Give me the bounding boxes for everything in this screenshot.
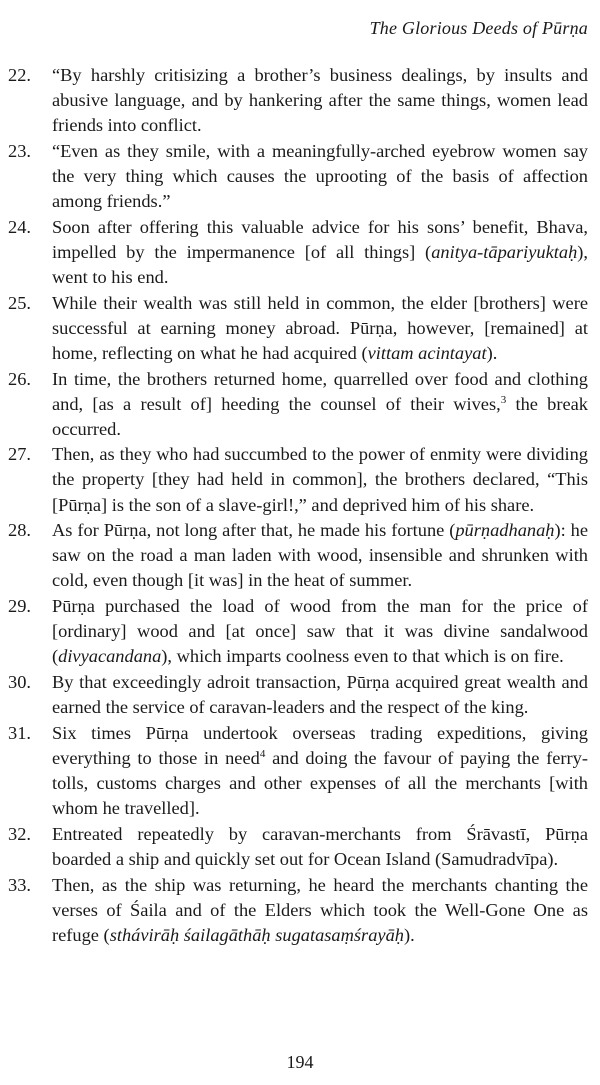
verse-text-segment: Then, as the ship was returning, he heard the merchants chanting the verses of Śaila and of the Elders which took the Well-Gone One as refuge (: [52, 874, 588, 945]
verse-text: [52, 65, 588, 135]
verse-text-segment: Pūrṇa purchased the load of wood from the man for the price of [ordinary] wood and [at once] saw that it was divine sandalwood (: [52, 596, 588, 667]
page-number: 194: [286, 1052, 314, 1072]
sanskrit-term: pūrṇadhanaḥ: [455, 520, 555, 541]
verse-number: 33.: [8, 874, 31, 895]
footnote-marker: 3: [500, 393, 507, 406]
verse-item: [8, 721, 588, 821]
verse-text: [52, 141, 588, 211]
verse-item: [8, 63, 588, 138]
verse-text-segment: Soon after offering this valuable advice for his sons’ benefit, Bhava, impelled by the impermanence [of all things] (: [52, 216, 588, 262]
verse-text-segment: and doing the favour of paying the ferry-tolls, customs charges and other expenses of all the merchants [with whom he travelled].: [52, 747, 588, 819]
verse-text: [52, 723, 588, 818]
sanskrit-term: divyacandana: [58, 646, 162, 667]
verse-text-segment: Six times Pūrṇa undertook overseas trading expeditions, giving everything to those in need: [52, 722, 588, 768]
running-title: The Glorious Deeds of Pūrṇa: [369, 18, 588, 38]
verse-item: [8, 139, 588, 214]
verse-text-segment: “Even as they smile, with a meaningfully-arched eyebrow women say the very thing which causes the uprooting of the basis of affection among friends.”: [52, 140, 588, 212]
verse-text-segment: ).: [486, 342, 498, 363]
verse-text: [52, 444, 588, 514]
verse-number: 32.: [8, 823, 31, 844]
verse-text-segment: the break occurred.: [52, 393, 588, 439]
verse-text-segment: ): he saw on the road a man laden with wood, insensible and shrunken with cold, even though [it was] in the heat of summer.: [52, 520, 588, 591]
verse-text-segment: ).: [403, 924, 415, 945]
verse-number: 22.: [8, 65, 31, 85]
verse-list: [8, 63, 588, 948]
verse-item: [8, 873, 588, 948]
verse-text: [52, 824, 588, 869]
verse-text: [52, 520, 588, 590]
verse-number: 26.: [8, 368, 31, 389]
verse-text-segment: In time, the brothers returned home, quarrelled over food and clothing and, [as a result of] heeding the counsel of their wives,: [52, 368, 588, 414]
verse-item: [8, 367, 588, 442]
verse-text: [52, 293, 588, 363]
footnote-marker: 4: [259, 747, 266, 760]
verse-number: 23.: [8, 140, 31, 161]
verse-item: [8, 215, 588, 290]
verse-item: [8, 291, 588, 366]
verse-item: [8, 518, 588, 593]
verse-text-segment: Entreated repeatedly by caravan-merchants from Śrāvastī, Pūrṇa boarded a ship and quickly set out for Ocean Island (Samudradvīpa).: [52, 823, 588, 869]
verse-number: 30.: [8, 672, 31, 692]
verse-item: [8, 594, 588, 669]
verse-text-segment: While their wealth was still held in common, the elder [brothers] were successful at earning money abroad. Pūrṇa, however, [remained] at home, reflecting on what he had acquired (: [52, 292, 588, 363]
verse-text-segment: ), went to his end.: [52, 241, 588, 287]
verse-text-segment: As for Pūrṇa, not long after that, he made his fortune (: [52, 520, 456, 541]
verse-text: [52, 596, 588, 666]
sanskrit-term: vittam acintayat: [367, 342, 487, 363]
verse-text: [52, 369, 588, 439]
verse-text-segment: Then, as they who had succumbed to the power of enmity were dividing the property [they had held in common], the brothers declared, “This [Pūrṇa] is the son of a slave-girl!,” and deprived him of his share.: [52, 444, 588, 515]
verse-text-segment: By that exceedingly adroit transaction, Pūrṇa acquired great wealth and earned the service of caravan-leaders and the respect of the king.: [52, 672, 588, 718]
verse-text-segment: ), which imparts coolness even to that which is on fire.: [161, 646, 564, 667]
sanskrit-term: sthávirāḥ śailagāthāḥ sugatasaṃśrayāḥ: [109, 924, 404, 945]
verse-text: [52, 875, 588, 945]
verse-number: 31.: [8, 722, 31, 743]
verse-item: [8, 822, 588, 872]
verse-number: 29.: [8, 596, 31, 617]
verse-item: [8, 442, 588, 517]
verse-text-segment: “By harshly critisizing a brother’s business dealings, by insults and abusive language, and by hankering after the same things, women lead friends into conflict.: [52, 65, 588, 136]
verse-number: 24.: [8, 216, 31, 237]
verse-text: [52, 217, 588, 287]
verse-text: [52, 672, 588, 717]
verse-number: 28.: [8, 520, 31, 541]
verse-number: 25.: [8, 292, 31, 313]
verse-item: [8, 670, 588, 720]
verse-number: 27.: [8, 444, 31, 465]
sanskrit-term: anitya-tāpariyuktaḥ: [431, 241, 578, 262]
